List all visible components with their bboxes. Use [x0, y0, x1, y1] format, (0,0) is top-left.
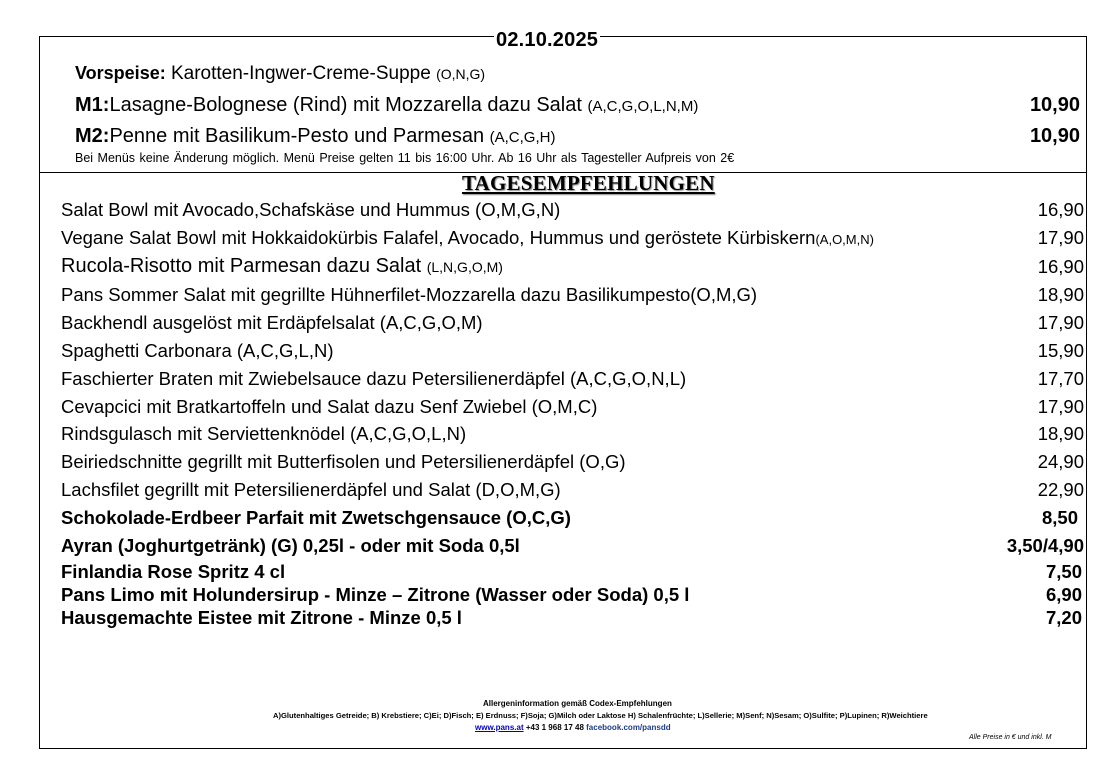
facebook-link[interactable]: facebook.com/pansdd [586, 723, 671, 732]
item-price: 3,50/4,90 [1006, 535, 1084, 556]
item-price: 16,90 [1037, 256, 1084, 277]
item-price: 7,20 [1045, 607, 1082, 628]
allergen-title: Allergeninformation gemäß Codex-Empfehlungen [483, 699, 672, 708]
vorspeise-dish: Karotten-Ingwer-Creme-Suppe [170, 63, 431, 84]
m2-dish: Penne mit Basilikum-Pesto und Parmesan [109, 125, 485, 147]
list-item [61, 312, 483, 334]
menu-date: 02.10.2025 [496, 29, 599, 51]
item-name: Faschierter Braten mit Zwiebelsauce dazu Petersilienerdäpfel (A,C,G,O,N,L) [61, 368, 687, 389]
list-item [61, 584, 689, 606]
list-item [61, 535, 520, 557]
m1-allergens: (A,C,G,O,L,N,M) [587, 98, 699, 115]
list-item [61, 479, 561, 501]
vorspeise-allergens: (O,N,G) [436, 66, 486, 82]
item-price: 17,70 [1037, 368, 1084, 389]
list-item [61, 396, 597, 418]
item-price: 17,90 [1037, 227, 1084, 248]
menu-note: Bei Menüs keine Änderung möglich. Menü Preise gelten 11 bis 16:00 Uhr. Ab 16 Uhr als Tagesteller Aufpreis von 2€ [75, 151, 735, 165]
item-price: 6,90 [1045, 584, 1082, 605]
item-price: 17,90 [1037, 396, 1084, 417]
allergen-legend: A)Glutenhaltiges Getreide; B) Krebstiere; C)Ei; D)Fisch; E) Erdnuss; F)Soja; G)Milch oder Laktose H) Schalenfrüchte; L)Sellerie; M)Senf; N)Sesam; O)Sulfite; P)Lupinen; R)Weichtiere [273, 711, 928, 720]
list-item [61, 340, 334, 362]
list-item [61, 561, 285, 583]
m2-label: M2: [75, 125, 110, 147]
item-name: Vegane Salat Bowl mit Hokkaidokürbis Falafel, Avocado, Hummus und geröstete Kürbiskern [61, 227, 816, 248]
item-price: 8,50 [1041, 507, 1078, 528]
m2-line [75, 125, 555, 148]
m1-line [75, 94, 698, 117]
item-name: Lachsfilet gegrillt mit Petersilienerdäpfel und Salat (D,O,M,G) [61, 479, 561, 500]
m1-dish: Lasagne-Bolognese (Rind) mit Mozzarella dazu Salat [109, 94, 582, 116]
item-name: Cevapcici mit Bratkartoffeln und Salat dazu Senf Zwiebel (O,M,C) [61, 396, 598, 417]
list-item [61, 607, 462, 629]
list-item [61, 451, 626, 473]
vorspeise-line [75, 63, 485, 85]
m2-allergens: (A,C,G,H) [489, 129, 556, 146]
item-allergens: (A,O,M,N) [815, 232, 874, 247]
m2-price: 10,90 [1029, 125, 1080, 147]
item-name: Rucola-Risotto mit Parmesan dazu Salat [61, 255, 422, 277]
item-name: Ayran (Joghurtgetränk) (G) 0,25l - oder mit Soda 0,5l [61, 535, 520, 556]
contact-line [475, 723, 671, 732]
item-price: 18,90 [1037, 423, 1084, 444]
item-price: 15,90 [1037, 340, 1084, 361]
item-price: 22,90 [1037, 479, 1084, 500]
list-item [61, 507, 571, 529]
item-price: 17,90 [1037, 312, 1084, 333]
list-item [61, 227, 874, 249]
item-name: Beiriedschnitte gegrillt mit Butterfisolen und Petersilienerdäpfel (O,G) [61, 451, 626, 472]
phone-number: +43 1 968 17 48 [525, 723, 584, 732]
list-item [61, 284, 757, 306]
item-name: Finlandia Rose Spritz 4 cl [61, 561, 286, 582]
item-price: 16,90 [1037, 199, 1084, 220]
item-price: 18,90 [1037, 284, 1084, 305]
list-item [61, 199, 560, 221]
list-item [61, 423, 466, 445]
item-allergens: (L,N,G,O,M) [426, 259, 503, 275]
recommendations-heading: TAGESEMPFEHLUNGEN [462, 171, 715, 195]
m1-label: M1: [75, 94, 110, 116]
website-link[interactable]: www.pans.at [475, 723, 524, 732]
item-name: Pans Sommer Salat mit gegrillte Hühnerfilet-Mozzarella dazu Basilikumpesto(O,M,G) [61, 284, 758, 305]
item-name: Salat Bowl mit Avocado,Schafskäse und Hummus (O,M,G,N) [61, 199, 561, 220]
list-item [61, 255, 503, 278]
item-name: Backhendl ausgelöst mit Erdäpfelsalat (A,C,G,O,M) [61, 312, 483, 333]
item-name: Spaghetti Carbonara (A,C,G,L,N) [61, 340, 334, 361]
item-name: Hausgemachte Eistee mit Zitrone - Minze 0,5 l [61, 607, 462, 628]
vorspeise-label: Vorspeise: [75, 63, 166, 83]
list-item [61, 368, 686, 390]
prices-note: Alle Preise in € und inkl. M [969, 734, 1052, 741]
item-name: Schokolade-Erdbeer Parfait mit Zwetschgensauce (O,C,G) [61, 507, 571, 528]
item-price: 24,90 [1037, 451, 1084, 472]
item-name: Pans Limo mit Holundersirup - Minze – Zitrone (Wasser oder Soda) 0,5 l [61, 584, 690, 605]
item-price: 7,50 [1045, 561, 1082, 582]
item-name: Rindsgulasch mit Serviettenknödel (A,C,G,O,L,N) [61, 423, 467, 444]
m1-price: 10,90 [1029, 94, 1080, 116]
